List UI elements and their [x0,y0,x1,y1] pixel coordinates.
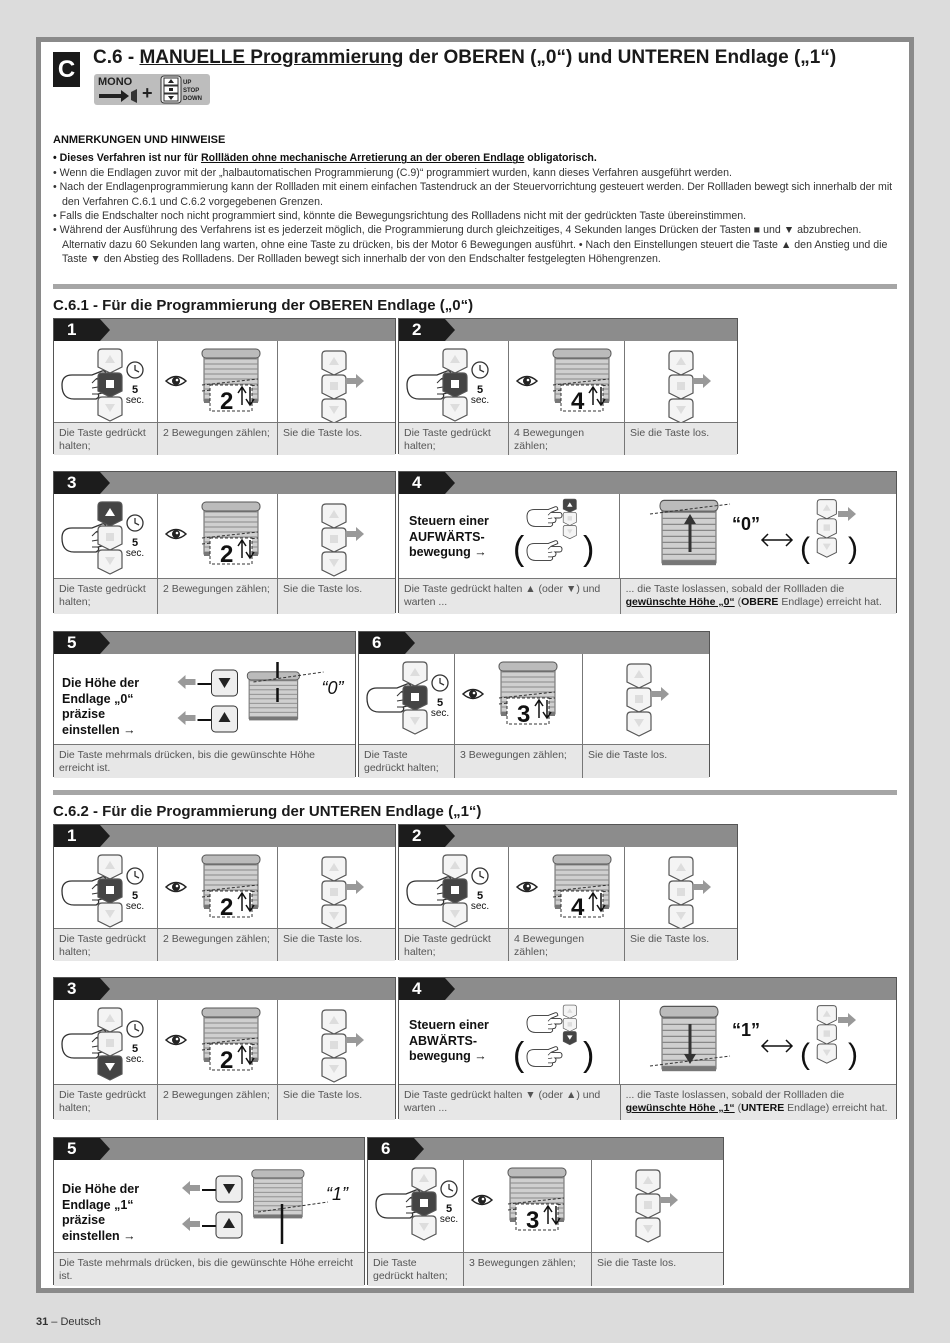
svg-text:(: ( [800,532,810,565]
notes-heading: ANMERKUNGEN UND HINWEISE [53,134,226,146]
press-hold-illustration [399,847,509,928]
press-hold-illustration [54,494,158,578]
procedure-step [53,631,356,777]
keypad-icon [669,857,693,928]
seconds-unit: sec. [125,901,145,912]
movement-count: 3 [526,1207,540,1234]
fine-adjust-illustration [172,1164,364,1250]
procedure-step [53,824,396,960]
keypad-icon [98,349,122,421]
page-number: 31 [36,1316,49,1328]
step-caption: 2 Bewegungen zählen; [158,1085,278,1120]
count-movements-illustration [509,847,625,928]
step-number: 2 [399,825,445,847]
eye-icon [166,377,186,386]
seconds-value: 5 [131,384,139,396]
release-illustration [583,654,709,744]
step-number: 2 [399,319,445,341]
count-movements-illustration [509,341,625,422]
step-header [54,1138,364,1160]
step-header [54,825,395,847]
note-item: • Nach der Endlagenprogrammierung kann der Rollladen mit einem einfachen Tastendruck an der Steuervorrichtung gesteuert werden. Der Rollladen bewegt sich innerhalb der mit den Verfahren C.6.1 und C.6.2 vorgegebenen Grenzen. [53,180,903,209]
eye-icon [517,883,537,892]
movement-count: 2 [220,541,234,568]
section-title-upper: C.6.1 - Für die Programmierung der OBEREN Endlage („0“) [53,297,474,314]
step-instruction: Die Höhe der Endlage „0“ präzise einstellen → [62,676,140,737]
procedure-step [358,631,710,777]
press-hold-illustration [368,1160,464,1250]
clock-icon [127,515,143,531]
procedure-step [53,977,396,1119]
procedure-step [398,824,738,960]
step-number: 4 [399,472,445,494]
keypad-icon [322,857,346,928]
count-movements-illustration [455,654,583,744]
page-title: C.6 - MANUELLE Programmierung der OBEREN („0“) und UNTEREN Endlage („1“) [93,47,837,68]
svg-text:): ) [583,1036,595,1074]
movement-count: 2 [220,894,234,921]
stop-label: STOP [183,88,200,94]
page-footer [36,1316,101,1328]
limit-mark: “0” [732,514,761,534]
release-illustration [625,341,737,422]
press-hold-illustration [54,847,158,928]
seconds-value: 5 [436,697,444,709]
keypad-icon [443,855,467,927]
footer-language: – Deutsch [48,1316,101,1328]
count-movements-illustration [158,1000,278,1084]
release-illustration [592,1160,718,1250]
press-hold-illustration [359,654,455,744]
svg-text:): ) [848,1038,858,1071]
step-caption: 2 Bewegungen zählen; [158,423,278,455]
eye-icon [463,690,483,699]
step-number: 1 [54,319,100,341]
keypad-icon [412,1168,436,1240]
press-hold-illustration [54,341,158,422]
keypad-icon [98,855,122,927]
seconds-unit: sec. [470,395,490,406]
step-caption: 3 Bewegungen zählen; [455,745,583,778]
step-header [399,319,737,341]
note-item: • Falls die Endschalter noch nicht programmiert sind, könnte die Bewegungsrichtung des Rollladens nicht mit der gedrückten Taste übereinstimmen. [53,209,903,223]
procedure-step [53,1137,365,1285]
procedure-step [367,1137,724,1285]
seconds-unit: sec. [125,1054,145,1065]
step-caption: Sie die Taste los. [283,583,363,595]
step-caption: Die Taste mehrmals drücken, bis die gewünschte Höhe erreicht ist. [59,749,316,774]
step-header [399,825,737,847]
step-caption: Die Taste gedrückt halten ▲ (oder ▼) und warten ... [399,579,621,614]
clock-icon [127,1021,143,1037]
down-label: DOWN [183,96,202,102]
divider [53,284,897,289]
keypad-icon [636,1170,660,1242]
keypad-icon [627,664,651,736]
mono-transmitter-icon [93,73,211,106]
press-hold-illustration [399,341,509,422]
step-caption: Sie die Taste los. [588,749,668,761]
seconds-value: 5 [476,384,484,396]
note-item: • Während der Ausführung des Verfahrens ist es jederzeit möglich, die Programmierung durch gleichzeitiges, 4 Sekunden langes Drücken der Tasten ■ und ▼ abzubrechen. Alternativ dazu 60 Sekunden lang warten, ohne eine Taste zu drücken, bis der Motor 6 Bewegungen ausführt. • Nach den Einstellungen steuert die Taste ▲ den Anstieg und die Taste ▼ den Abstieg des Rollladens. Der Rollladen bewegt sich innerhalb der von den Endschalter festgelegten Höhengrenzen. [53,223,903,266]
step-caption: Die Taste gedrückt halten; [54,1085,158,1120]
step-caption: Die Taste gedrückt halten; [399,929,509,961]
fine-adjust-illustration [172,658,355,744]
press-hold-illustration [54,1000,158,1084]
movement-count: 2 [220,1047,234,1074]
eye-icon [472,1196,492,1205]
press-up-down-illustration [509,1004,605,1084]
step-header [399,978,896,1000]
keypad-icon [403,662,427,734]
eye-icon [166,1036,186,1045]
procedure-step [398,471,897,613]
shutter-limit-illustration [620,1000,896,1084]
step-caption: Sie die Taste los. [283,933,363,945]
step-caption: 4 Bewegungen zählen; [509,929,625,961]
step-caption: Die Taste gedrückt halten; [359,745,455,778]
seconds-value: 5 [131,890,139,902]
step-caption: ... die Taste loslassen, sobald der Rollladen die gewünschte Höhe „0“ (OBERE Endlage) erreicht hat. [625,583,882,608]
note-item: • Dieses Verfahren ist nur für Rollläden ohne mechanische Arretierung an der oberen Endlage obligatorisch. [53,151,903,165]
seconds-unit: sec. [439,1214,459,1225]
note-item: • Wenn die Endlagen zuvor mit der „halbautomatischen Programmierung (C.9)“ programmiert wurden, kann dieses Verfahren ausgeführt werden. [53,166,903,180]
release-illustration [278,1000,395,1084]
count-movements-illustration [464,1160,592,1250]
step-header [54,632,355,654]
keypad-icon [98,502,122,574]
step-number: 1 [54,825,100,847]
step-caption: Die Taste gedrückt halten; [54,423,158,455]
eye-icon [166,530,186,539]
step-instruction: Steuern einer AUFWÄRTS-bewegung → [409,514,489,559]
notes-block [53,133,903,267]
release-illustration [278,847,395,928]
svg-text:(: ( [513,530,525,568]
section-badge: C [53,52,80,87]
procedure-step [398,318,738,454]
press-up-down-illustration [509,498,605,578]
step-instruction: Steuern einer ABWÄRTS-bewegung → [409,1018,489,1063]
up-label: UP [183,80,192,86]
keypad-icon [669,351,693,422]
step-number: 5 [54,632,100,654]
step-caption: Sie die Taste los. [283,427,363,439]
movement-count: 3 [517,701,531,728]
movement-count: 2 [220,388,234,415]
limit-mark: “1” [326,1184,348,1204]
step-number: 3 [54,472,100,494]
seconds-unit: sec. [430,708,450,719]
movement-count: 4 [571,894,585,921]
mono-label: MONO [98,76,133,88]
step-number: 6 [368,1138,414,1160]
step-caption: 2 Bewegungen zählen; [158,929,278,961]
count-movements-illustration [158,341,278,422]
step-caption: ... die Taste loslassen, sobald der Rollladen die gewünschte Höhe „1“ (UNTERE Endlage) erreicht hat. [625,1089,888,1114]
limit-mark: “0” [321,678,344,698]
procedure-step [398,977,897,1119]
seconds-value: 5 [131,537,139,549]
step-caption: Die Taste gedrückt halten; [399,423,509,455]
count-movements-illustration [158,494,278,578]
release-illustration [278,494,395,578]
section-title-lower: C.6.2 - Für die Programmierung der UNTEREN Endlage („1“) [53,803,482,820]
step-caption: 4 Bewegungen zählen; [509,423,625,455]
clock-icon [127,868,143,884]
step-header [368,1138,723,1160]
step-caption: Sie die Taste los. [630,427,710,439]
step-caption: Sie die Taste los. [630,933,710,945]
step-number: 3 [54,978,100,1000]
clock-icon [441,1181,457,1197]
step-caption: Die Taste gedrückt halten; [54,929,158,961]
seconds-unit: sec. [125,548,145,559]
step-caption: Die Taste gedrückt halten ▼ (oder ▲) und warten ... [399,1085,621,1120]
step-header [54,319,395,341]
step-header [54,472,395,494]
clock-icon [127,362,143,378]
procedure-step [53,471,396,613]
step-header [54,978,395,1000]
eye-icon [166,883,186,892]
clock-icon [472,868,488,884]
svg-text:+: + [142,83,153,103]
step-caption: Die Taste gedrückt halten; [368,1253,464,1286]
step-caption: Sie die Taste los. [597,1257,677,1269]
step-caption: Sie die Taste los. [283,1089,363,1101]
shutter-limit-illustration [620,494,896,578]
release-illustration [278,341,395,422]
clock-icon [472,362,488,378]
step-caption: 2 Bewegungen zählen; [158,579,278,614]
movement-count: 4 [571,388,585,415]
keypad-icon [322,1010,346,1082]
keypad-icon [98,1008,122,1080]
keypad-icon [443,349,467,421]
svg-text:): ) [583,530,595,568]
clock-icon [432,675,448,691]
keypad-icon [322,504,346,576]
step-caption: 3 Bewegungen zählen; [464,1253,592,1286]
step-instruction: Die Höhe der Endlage „1“ präzise einstellen → [62,1182,140,1243]
release-illustration [625,847,737,928]
svg-text:(: ( [800,1038,810,1071]
step-number: 5 [54,1138,100,1160]
keypad-icon [322,351,346,422]
seconds-value: 5 [476,890,484,902]
count-movements-illustration [158,847,278,928]
step-caption: Die Taste mehrmals drücken, bis die gewünschte Höhe erreicht ist. [59,1257,353,1282]
step-number: 6 [359,632,405,654]
seconds-value: 5 [131,1043,139,1055]
eye-icon [517,377,537,386]
svg-text:): ) [848,532,858,565]
step-number: 4 [399,978,445,1000]
svg-text:(: ( [513,1036,525,1074]
limit-mark: “1” [732,1020,761,1040]
divider [53,790,897,795]
seconds-unit: sec. [125,395,145,406]
procedure-step [53,318,396,454]
seconds-unit: sec. [470,901,490,912]
seconds-value: 5 [445,1203,453,1215]
step-header [359,632,709,654]
step-header [399,472,896,494]
step-caption: Die Taste gedrückt halten; [54,579,158,614]
